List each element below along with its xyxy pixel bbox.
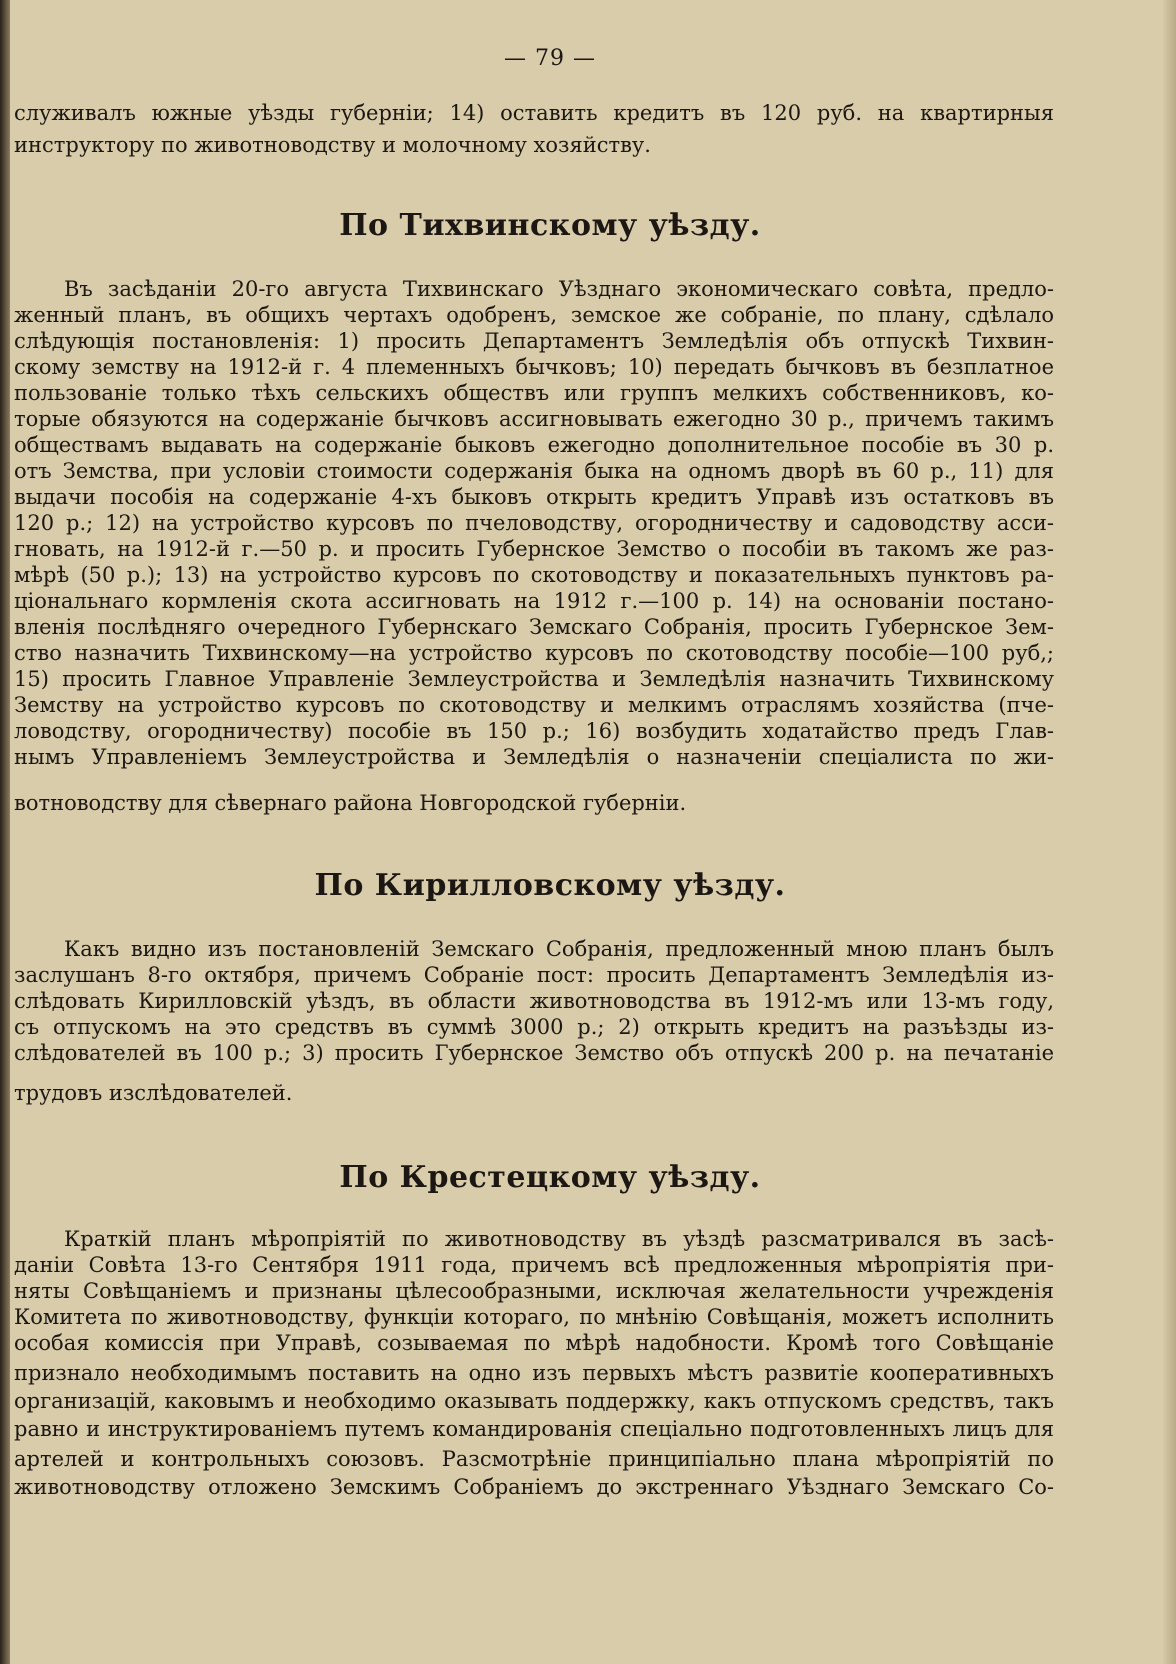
paragraph-line: организацій, каковымъ и необходимо оказывать поддержку, какъ отпускомъ средствъ, такъ [14, 1389, 1054, 1413]
paragraph-line: ство назначить Тихвинскому—на устройство курсовъ по скотоводству пособіе—100 руб,; [14, 641, 1054, 665]
paragraph-line: отъ Земства, при условіи стоимости содержанія быка на одномъ дворѣ въ 60 р., 11) для [14, 459, 1054, 483]
paragraph-line: слѣдовать Кирилловскій уѣздъ, въ области животноводства въ 1912-мъ или 13-мъ году, [14, 989, 1054, 1013]
paragraph-line: 15) просить Главное Управленіе Землеустройства и Земледѣлія назначить Тихвинскому [14, 667, 1054, 691]
paragraph-line: заслушанъ 8-го октября, причемъ Собраніе пост: просить Департаментъ Земледѣлія из- [14, 963, 1054, 987]
section-heading: По Тихвинскому уѣзду. [339, 208, 761, 243]
paragraph-line: выдачи пособія на содержаніе 4-хъ быковъ открыть кредитъ Управѣ изъ остатковъ въ [14, 485, 1054, 509]
paragraph-line: мѣрѣ (50 р.); 13) на устройство курсовъ по скотоводству и показательныхъ пунктовъ ра- [14, 563, 1054, 587]
paragraph-line: гновать, на 1912-й г.—50 р. и просить Губернское Земство о пособіи въ такомъ же раз- [14, 537, 1054, 561]
paragraph-line: признало необходимымъ поставить на одно изъ первыхъ мѣстъ развитіе кооперативныхъ [14, 1361, 1054, 1385]
paragraph-line: Комитета по животноводству, функціи котораго, по мнѣнію Совѣщанія, можетъ исполнить [14, 1305, 1054, 1329]
paragraph-line: трудовъ изслѣдователей. [14, 1081, 293, 1105]
paragraph-line: Земству на устройство курсовъ по скотоводству и мелкимъ отраслямъ хозяйства (пче- [14, 693, 1054, 717]
paragraph-line: ловодству, огородничеству) пособіе въ 150 р.; 16) возбудить ходатайство предъ Глав- [14, 719, 1054, 743]
binding-gutter [0, 0, 10, 1664]
section-heading: По Крестецкому уѣзду. [339, 1160, 761, 1195]
paragraph-line: ціональнаго кормленія скота ассигновать на 1912 г.—100 р. 14) на основаніи постано- [14, 589, 1054, 613]
paragraph-line: вленія послѣдняго очередного Губернскаго Земскаго Собранія, просить Губернское Зем- [14, 615, 1054, 639]
paragraph-line: даніи Совѣта 13-го Сентября 1911 года, причемъ всѣ предложенныя мѣропріятія при- [14, 1253, 1054, 1277]
paragraph-line: артелей и контрольныхъ союзовъ. Разсмотрѣніе принципіально плана мѣропріятій по [14, 1447, 1054, 1471]
paragraph-line: особая комиссія при Управѣ, созываемая по мѣрѣ надобности. Кромѣ того Совѣщаніе [14, 1331, 1054, 1355]
paragraph-line: служивалъ южные уѣзды губерніи; 14) оставить кредитъ въ 120 руб. на квартирныя [14, 101, 1054, 125]
paragraph-line: инструктору по животноводству и молочному хозяйству. [14, 133, 651, 157]
paragraph-line: Въ засѣданіи 20-го августа Тихвинскаго Уѣзднаго экономическаго совѣта, предло- [64, 277, 1054, 301]
paragraph-line: Какъ видно изъ постановленій Земскаго Собранія, предложенный мною планъ былъ [64, 937, 1054, 961]
paragraph-line: животноводству отложено Земскимъ Собраніемъ до экстреннаго Уѣзднаго Земскаго Со- [14, 1475, 1054, 1499]
paragraph-line: няты Совѣщаніемъ и признаны цѣлесообразными, исключая желательности учрежденія [14, 1279, 1054, 1303]
paragraph-line: равно и инструктированіемъ путемъ командированія спеціально подготовленныхъ лицъ для [14, 1417, 1054, 1441]
paragraph-line: вотноводству для сѣвернаго района Новгородской губерніи. [14, 791, 687, 815]
paragraph-line: пользованіе только тѣхъ сельскихъ обществъ или группъ мелкихъ собственниковъ, ко- [14, 381, 1054, 405]
paragraph-line: съ отпускомъ на это средствъ въ суммѣ 3000 р.; 2) открыть кредитъ на разъѣзды из- [14, 1015, 1054, 1039]
paragraph-line: слѣдующія постановленія: 1) просить Департаментъ Земледѣлія объ отпускѣ Тихвин- [14, 329, 1054, 353]
paragraph-line: женный планъ, въ общихъ чертахъ одобренъ, земское же собраніе, по плану, сдѣлало [14, 303, 1054, 327]
paragraph-line: 120 р.; 12) на устройство курсовъ по пчеловодству, огородничеству и садоводству асси- [14, 511, 1054, 535]
paragraph-line: Краткій планъ мѣропріятій по животноводству въ уѣздѣ разсматривался въ засѣ- [64, 1227, 1054, 1251]
paragraph-line: торые обязуются на содержаніе бычковъ ассигновывать ежегодно 30 р., причемъ такимъ [14, 407, 1054, 431]
page-edge-shadow [1162, 0, 1176, 1664]
paragraph-line: скому земству на 1912-й г. 4 племенныхъ бычковъ; 10) передать бычковъ въ безплатное [14, 355, 1054, 379]
paragraph-line: нымъ Управленіемъ Землеустройства и Земледѣлія о назначеніи спеціалиста по жи- [14, 745, 1054, 769]
paragraph-line: слѣдователей въ 100 р.; 3) просить Губернское Земство объ отпускѣ 200 р. на печатаніе [14, 1041, 1054, 1065]
section-heading: По Кирилловскому уѣзду. [314, 868, 786, 903]
paragraph-line: обществамъ выдавать на содержаніе быковъ ежегодно дополнительное пособіе въ 30 р. [14, 433, 1054, 457]
page-number: — 79 — [504, 46, 596, 71]
